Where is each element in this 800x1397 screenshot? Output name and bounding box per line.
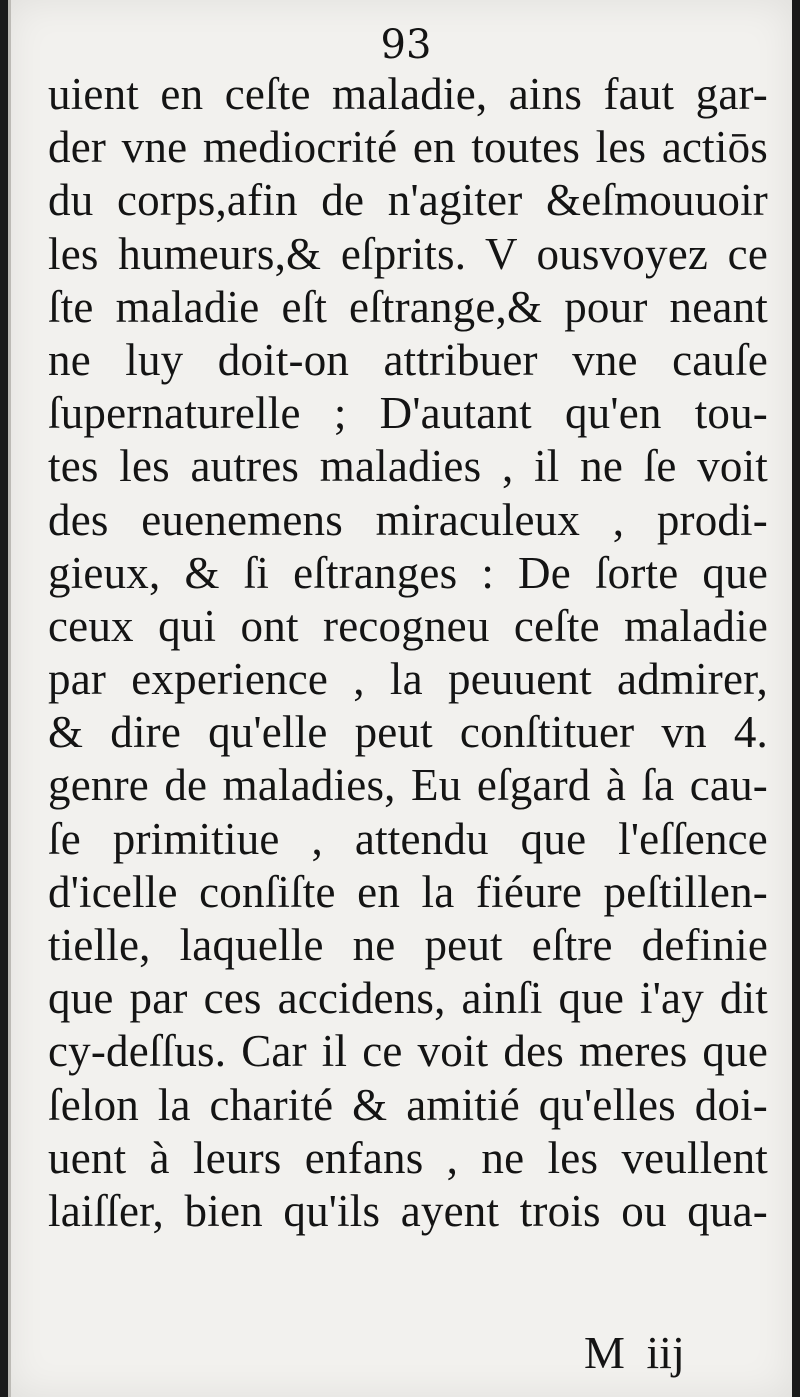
text-line: gieux, & ſi eſtranges : De ſorte que: [48, 547, 768, 598]
text-line: ne luy doit-on attribuer vne cauſe: [48, 334, 768, 385]
text-line: uent à leurs enfans , ne les veullent: [48, 1132, 768, 1183]
text-line: du corps,afin de n'agiter &eſmouuoir: [48, 175, 768, 226]
text-line: cy-deſſus. Car il ce voit des meres que: [48, 1026, 768, 1077]
signature-mark: M iij: [584, 1327, 685, 1378]
text-line: ſte maladie eſt eſtrange,& pour neant: [48, 281, 768, 332]
page-number: 93: [380, 22, 432, 68]
text-line: ceux qui ont recogneu ceſte maladie: [48, 600, 768, 651]
text-line: ſe primitiue , attendu que l'eſſence: [48, 813, 768, 864]
text-line: les humeurs,& eſprits. V ousvoyez ce: [48, 228, 768, 279]
page-edge: [8, 0, 11, 1397]
text-line: ſupernaturelle ; D'autant qu'en tou-: [48, 388, 768, 439]
text-line: tes les autres maladies , il ne ſe voit: [48, 441, 768, 492]
text-line: par experience , la peuuent admirer,: [48, 654, 768, 705]
text-line: & dire qu'elle peut conſtituer vn 4.: [48, 707, 768, 758]
text-line: ſelon la charité & amitié qu'elles doi-: [48, 1079, 768, 1130]
text-line: tielle, laquelle ne peut eſtre definie: [48, 920, 768, 970]
text-line: laiſſer, bien qu'ils ayent trois ou qua-: [48, 1185, 768, 1236]
text-line: des euenemens miraculeux , prodi-: [48, 494, 768, 545]
text-line: uient en ceſte maladie, ains faut gar-: [48, 69, 768, 119]
book-page: [8, 0, 792, 1397]
body-text: [48, 68, 768, 1238]
text-line: que par ces accidens, ainſi que i'ay dit: [48, 973, 768, 1024]
text-line: der vne mediocrité en toutes les actiōs: [48, 122, 768, 173]
text-line: d'icelle conſiſte en la fiéure peſtillen-: [48, 866, 768, 917]
text-line: genre de maladies, Eu eſgard à ſa cau-: [48, 760, 768, 811]
